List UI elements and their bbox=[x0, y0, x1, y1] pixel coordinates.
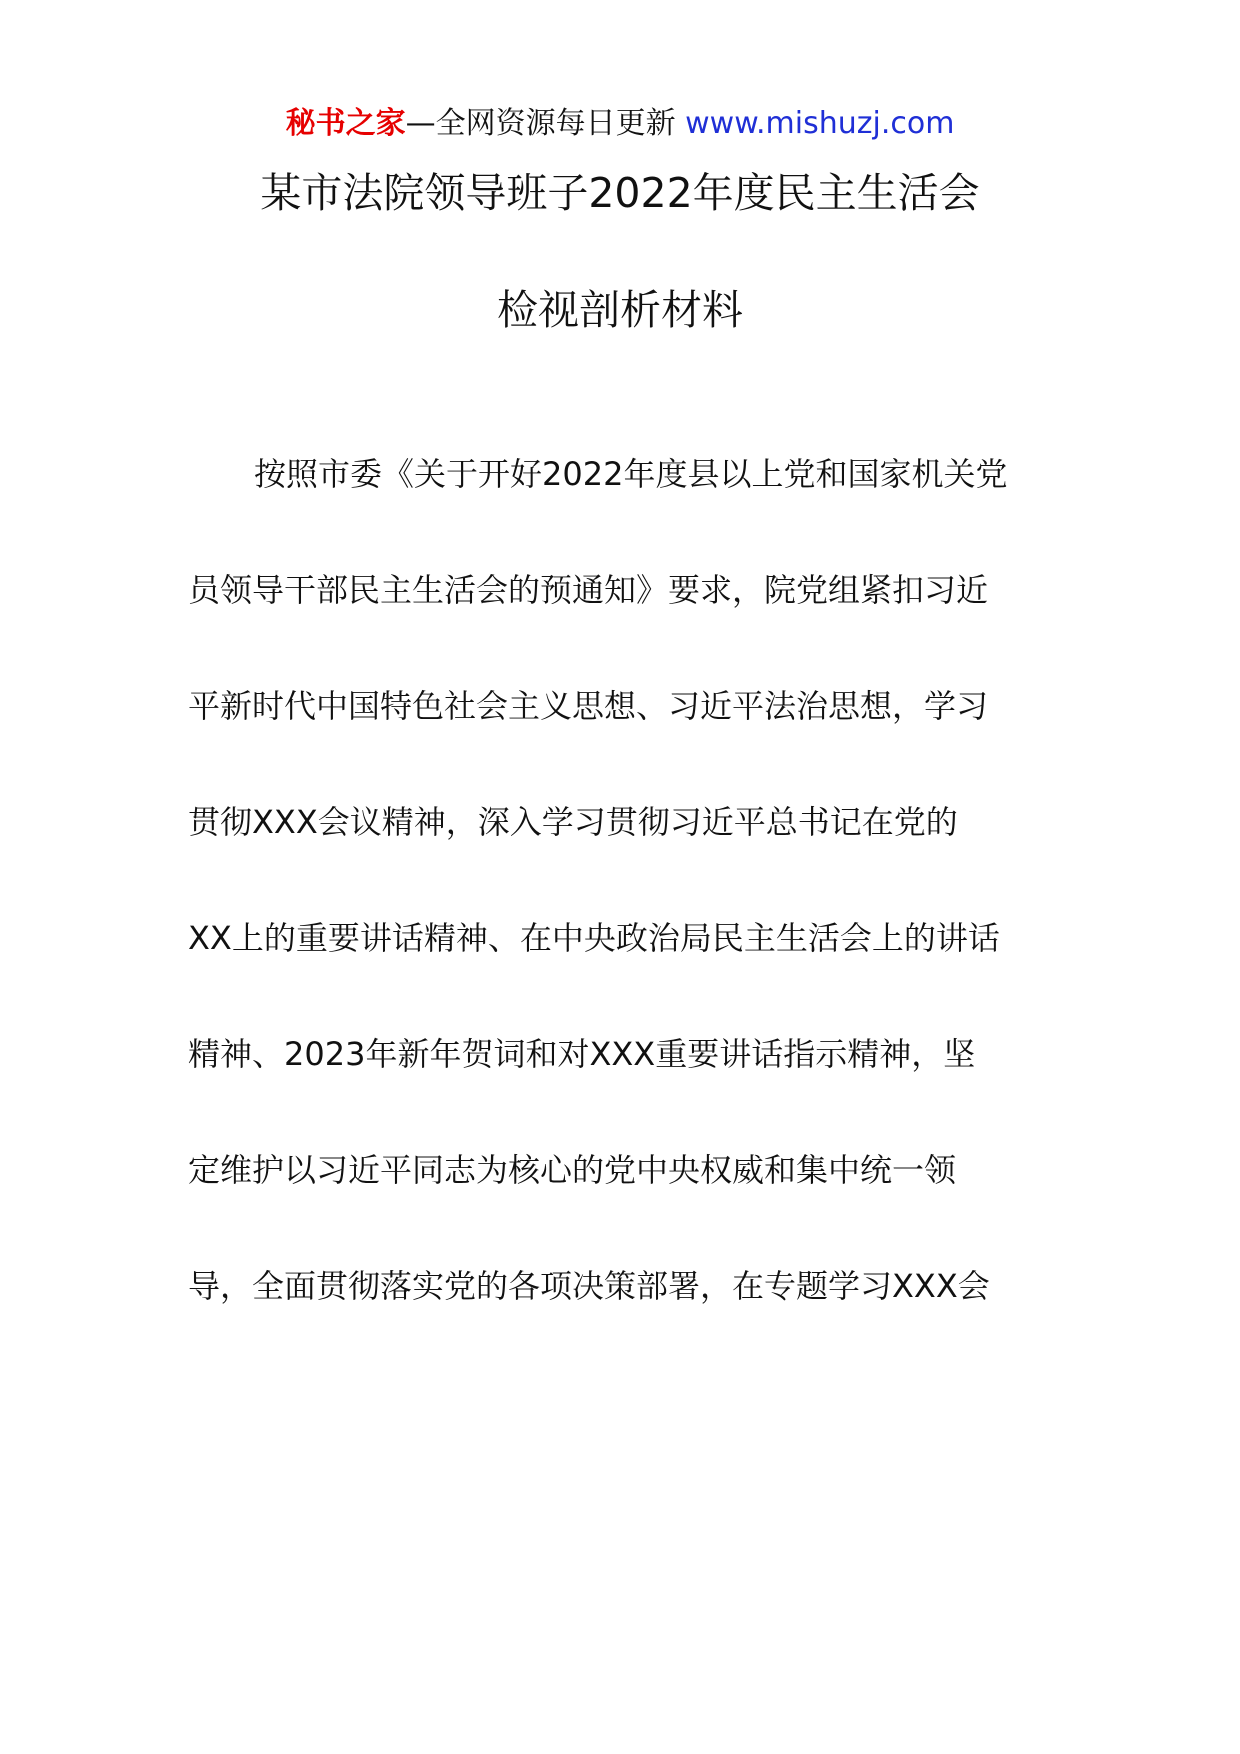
body-text-line: XX上的重要讲话精神、在中央政治局民主生活会上的讲话 bbox=[188, 919, 1000, 957]
body-text-line: 导，全面贯彻落实党的各项决策部署，在专题学习XXX会 bbox=[188, 1267, 990, 1305]
body-text-line: 员领导干部民主生活会的预通知》要求，院党组紧扣习近 bbox=[188, 571, 989, 609]
document-title-line-2: 检视剖析材料 bbox=[497, 286, 743, 334]
body-text-line: 按照市委《关于开好2022年度县以上党和国家机关党 bbox=[254, 455, 1008, 493]
body-text-line: 平新时代中国特色社会主义思想、习近平法治思想，学习 bbox=[188, 687, 989, 725]
brand-name: 秘书之家 bbox=[285, 106, 406, 141]
body-text-line: 精神、2023年新年贺词和对XXX重要讲话指示精神，坚 bbox=[188, 1035, 976, 1073]
header-tagline: —全网资源每日更新 bbox=[405, 106, 686, 141]
document-title-line-1: 某市法院领导班子2022年度民主生活会 bbox=[260, 169, 980, 217]
body-text-line: 贯彻XXX会议精神，深入学习贯彻习近平总书记在党的 bbox=[188, 803, 958, 841]
site-url-link[interactable]: www.mishuzj.com bbox=[685, 106, 955, 141]
body-text-line: 定维护以习近平同志为核心的党中央权威和集中统一领 bbox=[188, 1151, 957, 1189]
site-header bbox=[0, 100, 1240, 148]
